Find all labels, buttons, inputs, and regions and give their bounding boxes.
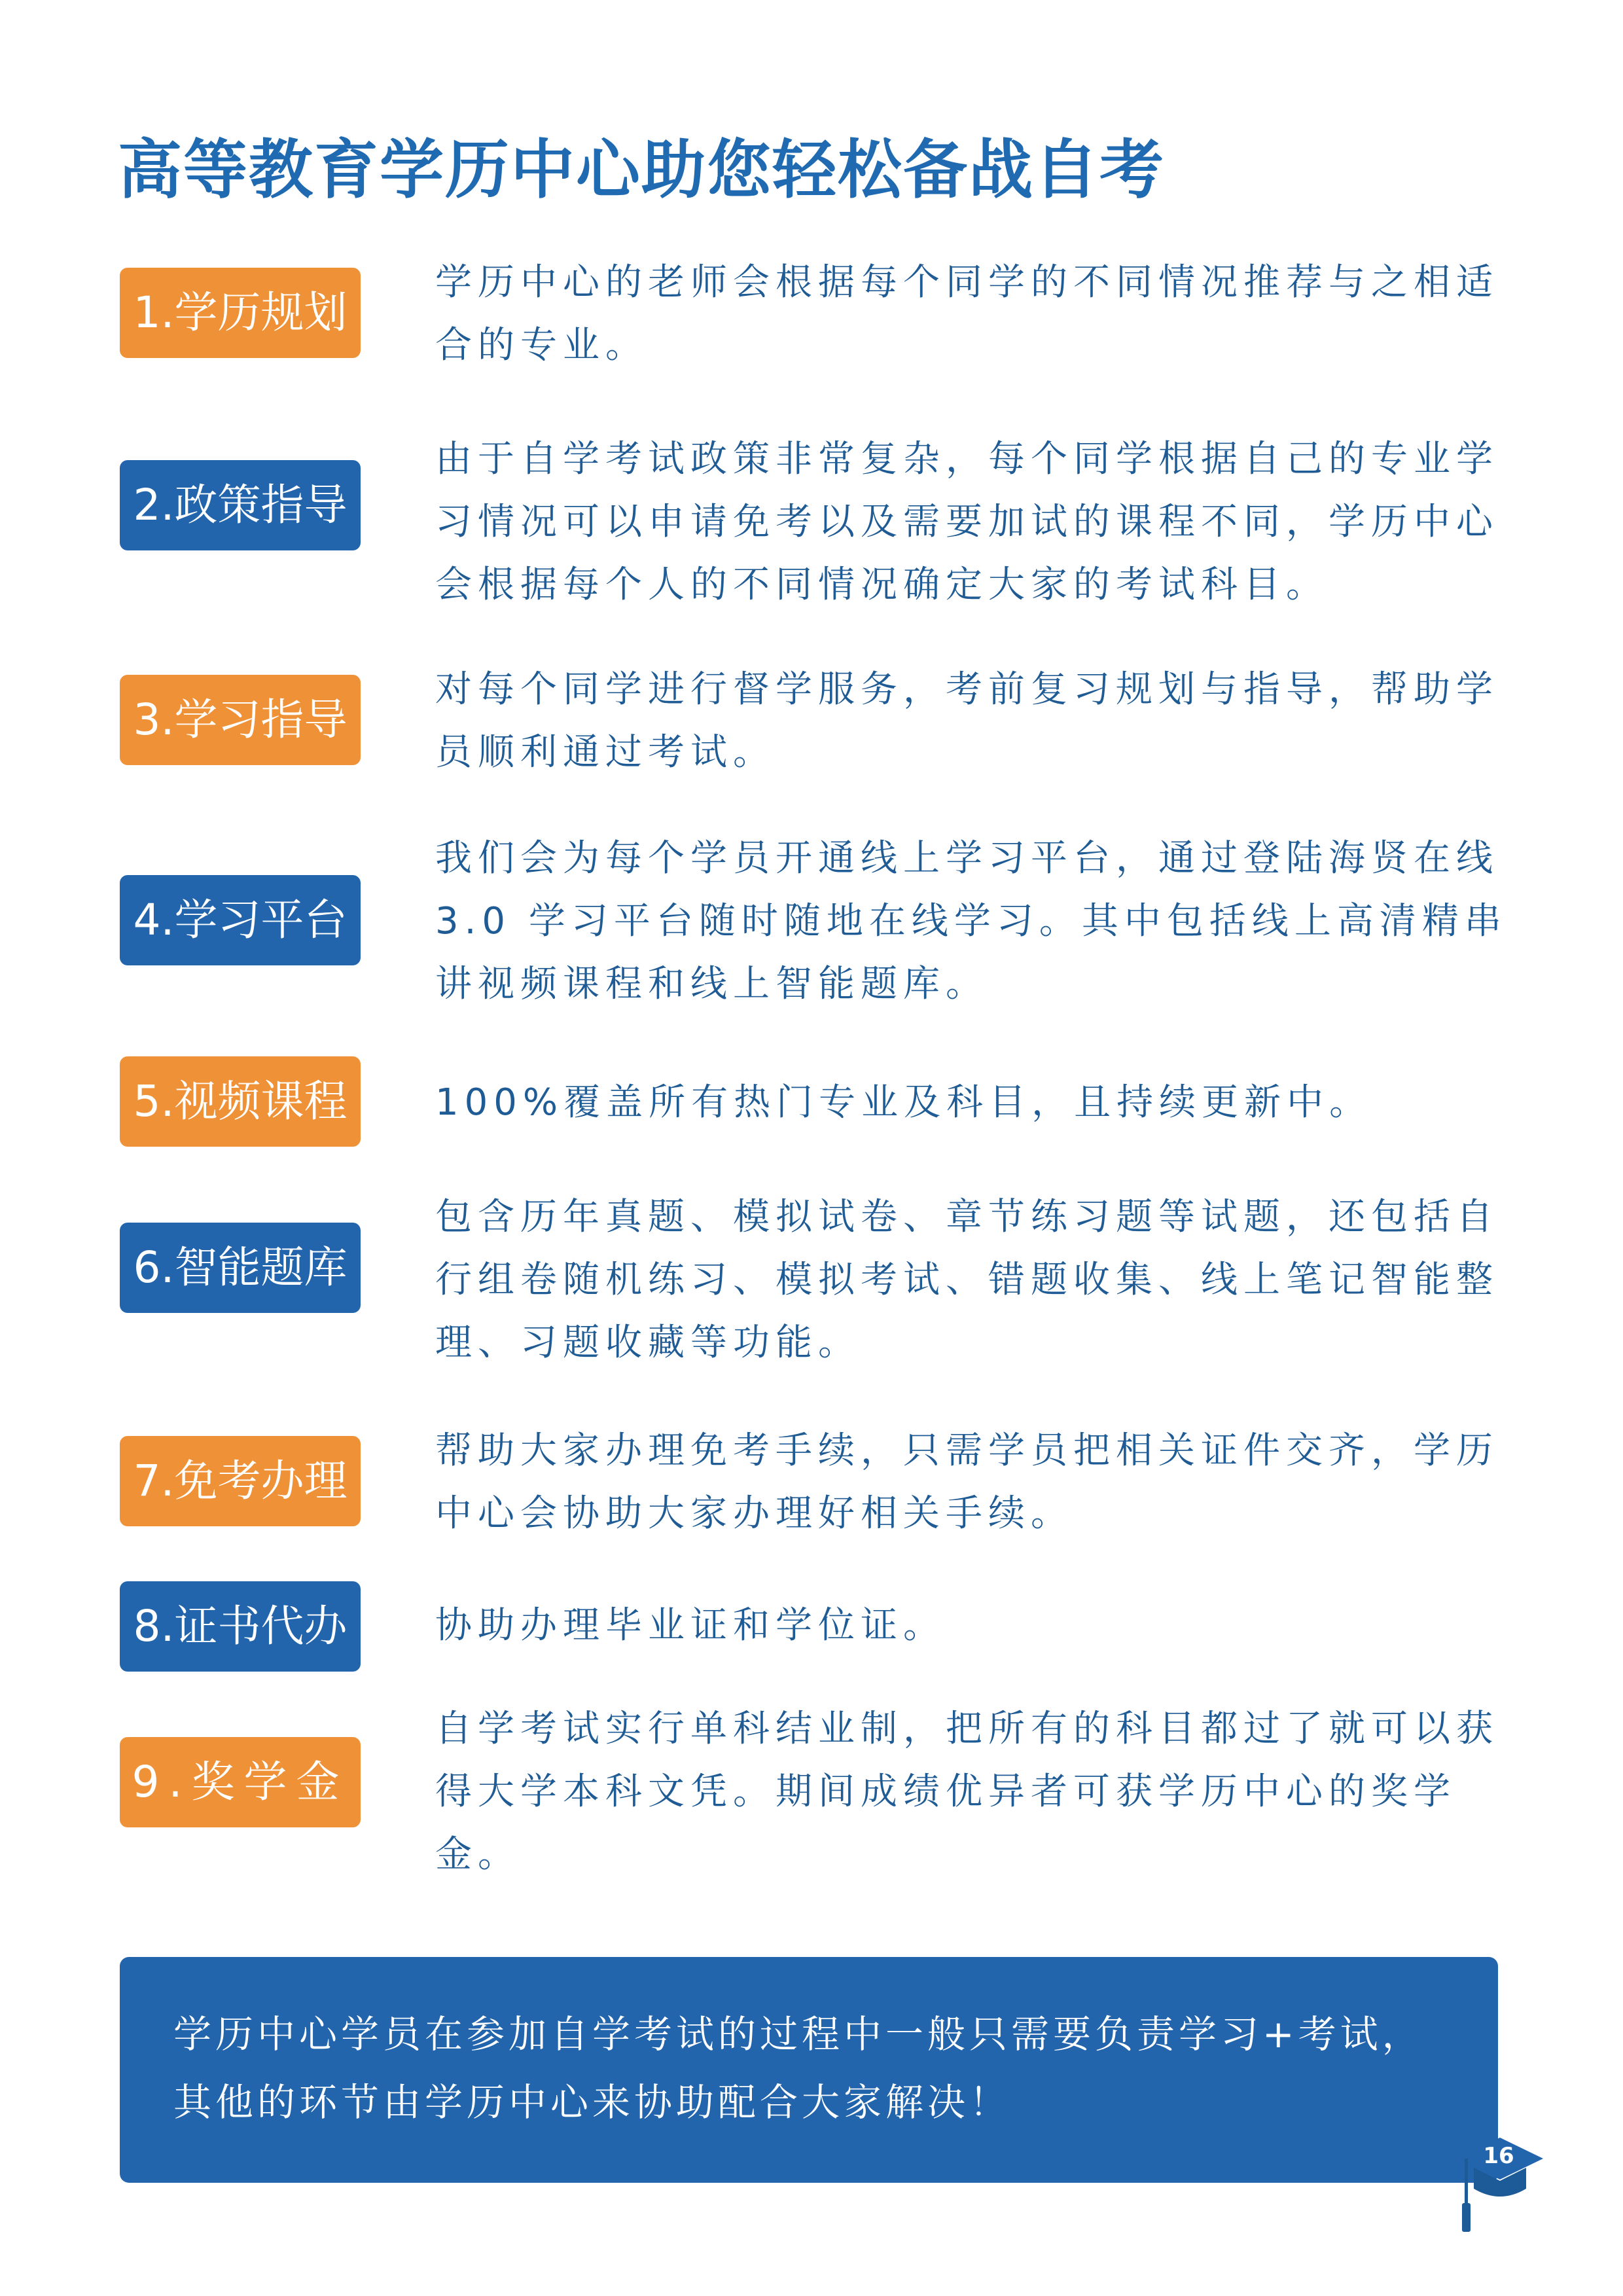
desc-policy-guidance: 由于自学考试政策非常复杂，每个同学根据自己的专业学习情况可以申请免考以及需要加试的课程不同，学历中心会根据每个人的不同情况确定大家的考试科目。 — [435, 438, 1499, 606]
desc-certificate-agency: 协助办理毕业证和学位证。 — [435, 1604, 946, 1647]
page-number-text: 16 — [1483, 2143, 1514, 2169]
badge-learning-platform: 4.学习平台 — [120, 875, 361, 965]
desc-learning-platform: 我们会为每个学员开通线上学习平台，通过登陆海贤在线3.0 学习平台随时随地在线学习。其中包括线上高清精串讲视频课程和线上智能题库。 — [435, 837, 1507, 1005]
desc-smart-question-bank: 包含历年真题、模拟试卷、章节练习题等试题，还包括自行组卷随机练习、模拟考试、错题收集、线上笔记智能整理、习题收藏等功能。 — [435, 1196, 1499, 1364]
badge-video-courses: 5.视频课程 — [120, 1056, 361, 1147]
summary-text: 学历中心学员在参加自学考试的过程中一般只需要负责学习+考试，其他的环节由学历中心来协助配合大家解决！ — [173, 2012, 1424, 2125]
desc-study-guidance: 对每个同学进行督学服务，考前复习规划与指导，帮助学员顺利通过考试。 — [435, 668, 1499, 774]
badge-exemption-handling: 7.免考办理 — [120, 1436, 361, 1526]
badge-scholarship: 9.奖学金 — [120, 1737, 361, 1827]
desc-scholarship: 自学考试实行单科结业制，把所有的科目都过了就可以获得大学本科文凭。期间成绩优异者可获学历中心的奖学金。 — [435, 1708, 1499, 1876]
badge-study-guidance: 3.学习指导 — [120, 675, 361, 765]
badge-education-planning: 1.学历规划 — [120, 268, 361, 358]
desc-video-courses: 100%覆盖所有热门专业及科目，且持续更新中。 — [435, 1081, 1372, 1124]
desc-education-planning: 学历中心的老师会根据每个同学的不同情况推荐与之相适合的专业。 — [435, 261, 1499, 367]
desc-exemption-handling: 帮助大家办理免考手续，只需学员把相关证件交齐，学历中心会协助大家办理好相关手续。 — [435, 1429, 1499, 1535]
page-title: 高等教育学历中心助您轻松备战自考 — [118, 133, 1166, 207]
badge-certificate-agency: 8.证书代办 — [120, 1581, 361, 1672]
page-number — [1454, 2132, 1546, 2237]
summary-box — [120, 1957, 1498, 2183]
badge-policy-guidance: 2.政策指导 — [120, 460, 361, 550]
badge-smart-question-bank: 6.智能题库 — [120, 1223, 361, 1313]
